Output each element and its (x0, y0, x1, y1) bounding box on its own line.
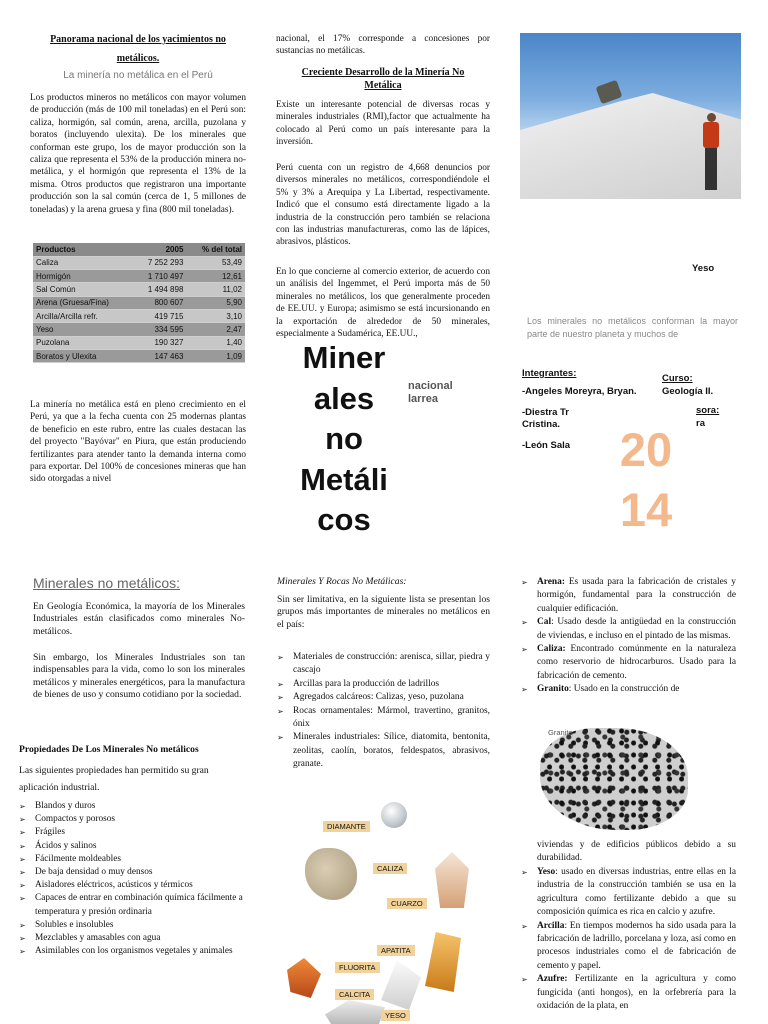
table-row (33, 296, 245, 309)
table-cell: 3,10 (186, 309, 245, 322)
use-item-name: Arena: (537, 577, 565, 587)
col2-para3: En lo que concierne al comercio exterior, de acuerdo con un análisis del Ingemmet, el Perú importa más de 50 minerales no metálicos, los que generalmente proceden de EE.UU. y Europa; asimismo se está incursionando en la exportación de alrededor de 50 minerales, especialmente a Sudamérica, EE.UU., (276, 267, 490, 340)
use-item: ➢ Arena: Es usada para la fabricación de cristales y hormigón, fundamental para la construcción de cualquier edificación. (521, 576, 736, 616)
groups-list (277, 651, 490, 772)
property-item: ➢ Capaces de entrar en combinación química fácilmente a temperatura y presión ordinaria (19, 892, 244, 918)
table-cell: 147 463 (133, 349, 186, 362)
calcita-crystal-icon (381, 960, 421, 1010)
properties-list (19, 800, 244, 958)
property-item: ➢ Compactos y porosos (19, 813, 244, 826)
table-cell: 12,61 (186, 270, 245, 283)
section-title-rocas: Minerales Y Rocas No Metálicas: (277, 576, 407, 587)
col1-para2: La minería no metálica está en pleno crecimiento en el Perú, ya que a la fecha cuenta con 25 modernas plantas de beneficio en este rubro, entre las cuales destacan las del proyecto "Bayóvar" en Piura, que están produciendo fertilizantes para atender tanto la demanda interna como para exportar. Del 100% de concesiones mineras que han sido otorgadas a nivel (30, 400, 246, 485)
member-name: -Diestra Tr (522, 407, 569, 418)
uses-list-continued (521, 866, 736, 1013)
table-cell: 1 494 898 (133, 283, 186, 296)
group-item: ➢ Materiales de construcción: arenisca, sillar, piedra y cascajo (277, 651, 490, 678)
property-item: ➢ Ácidos y salinos (19, 840, 244, 853)
use-item-name: Cal (537, 617, 552, 628)
property-item: ➢ Solubles e insolubles (19, 919, 244, 932)
profesora-name-fragment: ra (696, 418, 705, 429)
table-header-cell: 2005 (133, 243, 186, 256)
member-name: Cristina. (522, 419, 561, 430)
property-item: ➢ Mezclables y amasables con agua (19, 932, 244, 945)
cuarzo-crystal-icon (435, 852, 469, 908)
table-row (33, 283, 245, 296)
col2-para1: Existe un interesante potencial de diversas rocas y minerales industriales (RMI),factor que actualmente ha colocado al Perú como un país interesante para la inversión. (276, 100, 490, 148)
table-cell: 190 327 (133, 336, 186, 349)
table-cell: Boratos y Ulexita (33, 349, 133, 362)
uses-list (521, 576, 736, 697)
property-item: ➢ Frágiles (19, 826, 244, 839)
group-item: ➢ Minerales industriales: Sílice, diatomita, bentonita, zeolitas, caolín, boratos, feldespatos, abrasivos, granate. (277, 731, 490, 771)
caliza-rock-icon (305, 848, 357, 900)
yeso-crystal-icon (325, 1000, 385, 1024)
table-cell: Hormigón (33, 270, 133, 283)
table-cell: 800 607 (133, 296, 186, 309)
profesora-fragment: sora: (696, 405, 720, 416)
table-cell: 2,47 (186, 323, 245, 336)
use-item: ➢ Yeso: usado en diversas industrias, entre ellas en la industria de la construcción también se usa en la agricultura como fertilizante debido a que su composición química es rica en calcio y azufre. (521, 866, 736, 920)
member-name: -Angeles Moreyra, Bryan. (522, 386, 637, 397)
col1-heading-line2: metálicos. (116, 53, 160, 64)
granito-continuation: viviendas y de edificios públicos debido a su durabilidad. (537, 840, 736, 864)
col2-para2: Perú cuenta con un registro de 4,668 denuncios por diversos minerales no metálicos, correspondiéndole el 5% y 3% a Arequipa y La Libertad, respectivamente. Indicó que el consumo está directamente ligado a la industria de la construcción pero también se relaciona con las industrias manufactureras, como las de lápices, abrasivos, plásticos. (276, 163, 490, 248)
property-item: ➢ Blandos y duros (19, 800, 244, 813)
cover-quote: Los minerales no metálicos conforman la mayor parte de nuestro planeta y muchos de (527, 316, 738, 339)
group-item: ➢ Arcillas para la producción de ladrillos (277, 678, 490, 691)
property-item: ➢ Aisladores eléctricos, acústicos y térmicos (19, 879, 244, 892)
cover-title-line: cos (317, 502, 371, 537)
photo-caption: Yeso (692, 263, 715, 274)
table-row (33, 270, 245, 283)
table-header-row (33, 243, 245, 256)
table-row (33, 323, 245, 336)
table-cell: 419 715 (133, 309, 186, 322)
apatita-crystal-icon (425, 932, 461, 992)
table-cell: Arcilla/Arcilla refr. (33, 309, 133, 322)
group-item: ➢ Rocas ornamentales: Mármol, travertino, granitos, ónix (277, 705, 490, 732)
year (606, 420, 686, 540)
table-cell: 334 595 (133, 323, 186, 336)
property-item: ➢ Asimilables con los organismos vegetales y animales (19, 945, 244, 958)
granito-image (540, 728, 688, 830)
cover-title-line: Metáli (300, 461, 388, 497)
bottom2-intro: Sin ser limitativa, en la siguiente lista se presentan los grupos más importantes de minerales no metálicos en el país: (277, 594, 490, 630)
table-cell: 53,49 (186, 256, 245, 269)
table-cell: 5,90 (186, 296, 245, 309)
use-item-name: Arcilla (537, 920, 565, 931)
bottom1-para1: En Geología Económica, la mayoría de los Minerales Industriales están clasificados como minerales No-metálicos. (33, 601, 245, 637)
table-cell: 1,09 (186, 349, 245, 362)
group-item: ➢ Agregados calcáreos: Calizas, yeso, puzolana (277, 691, 490, 704)
col1-para1: Los productos mineros no metálicos con mayor volumen de producción (más de 100 mil toneladas) en el Perú son: caliza, hormigón, sal común, arena, arcilla, puzolana y boratos (incluyendo ulexita). De los minerales que conforman este grupo, los de mayor producción son la caliza que representa el 53% de la producción minera no-metálica, y el hormigón que representa el 13% de la misma. Otros productos que registraron una importante producción son la sal común (cerca de 1, 5 millones de toneladas) y la arena gruesa y fina (800 mil toneladas). (30, 93, 246, 215)
use-item-name: Caliza: (537, 644, 566, 655)
property-item: ➢ Fácilmente moldeables (19, 853, 244, 866)
curso-label: Curso: (662, 373, 693, 384)
integrantes-label: Integrantes: (522, 368, 577, 379)
table-cell: 1 710 497 (133, 270, 186, 283)
use-item-name: Azufre: (537, 974, 568, 985)
member-name: -León Sala (522, 440, 571, 451)
use-item: ➢ Granito: Usado en la construcción de (521, 683, 736, 696)
use-item: ➢ Caliza: Encontrado comúnmente en la naturaleza como reservorio de hidrocarburos. Usado para la fabricación de cemento. (521, 643, 736, 683)
minerals-collage (285, 800, 485, 1024)
university-fragment-line1: nacional (408, 380, 453, 392)
fluorita-crystal-icon (287, 958, 321, 998)
year-line: 14 (619, 483, 673, 536)
label-yeso: YESO (381, 1010, 410, 1021)
label-caliza: CALIZA (373, 863, 407, 874)
year-line: 20 (619, 423, 673, 476)
truck-icon (596, 80, 623, 104)
label-apatita: APATITA (377, 945, 415, 956)
cover-title (284, 338, 404, 541)
table-row (33, 256, 245, 269)
label-calcita: CALCITA (335, 989, 374, 1000)
curso-value: Geología II. (662, 386, 714, 397)
props-heading: Propiedades De Los Minerales No metálicos (19, 744, 199, 755)
table-row (33, 309, 245, 322)
label-diamante: DIAMANTE (323, 821, 370, 832)
table-cell: Arena (Gruesa/Fina) (33, 296, 133, 309)
cover-title-line: no (325, 421, 363, 456)
university-fragment-line2: larrea (408, 393, 438, 405)
granito-label: Granito (548, 728, 573, 737)
table-row (33, 336, 245, 349)
table-cell: Sal Común (33, 283, 133, 296)
col1-heading (30, 33, 246, 65)
use-item: ➢ Arcilla: En tiempos modernos ha sido usada para la fabricación de ladrillo, porcelana y loza, así como en procesos industriales como el de fabricación de cemento y papel. (521, 920, 736, 974)
use-item: ➢ Cal: Usado desde la antigüedad en la construcción de viviendas, e incluso en el pintado de las mismas. (521, 616, 736, 643)
use-item: ➢ Azufre: Fertilizante en la agricultura y como fungicida (anti hongos), en la orfebrería para la oxidación de la plata, en (521, 973, 736, 1013)
table-cell: Yeso (33, 323, 133, 336)
table-header-cell: Productos (33, 243, 133, 256)
table-cell: 1,40 (186, 336, 245, 349)
table-header-cell: % del total (186, 243, 245, 256)
cover-title-line: Miner (302, 340, 386, 375)
university-fragment (408, 380, 453, 406)
table-cell: Puzolana (33, 336, 133, 349)
table-row (33, 349, 245, 362)
label-cuarzo: CUARZO (387, 898, 427, 909)
props-intro: Las siguientes propiedades han permitido su gran aplicación industrial. (19, 765, 209, 793)
bottom1-para2: Sin embargo, los Minerales Industriales son tan indispensables para la vida, como lo son los minerales metálicos y minerales energéticos, para la manufactura de bienes de uso y consumo cotidiano por la sociedad. (33, 652, 245, 701)
col2-heading: Creciente Desarrollo de la Minería No Metálica (301, 67, 465, 91)
use-item-name: Yeso (537, 867, 556, 877)
col2-continuation: nacional, el 17% corresponde a concesiones por sustancias no metálicas. (276, 34, 490, 57)
yeso-photo (520, 33, 741, 199)
worker-figure (703, 113, 719, 193)
table-cell: 11,02 (186, 283, 245, 296)
col1-heading-line1: Panorama nacional de los yacimientos no (50, 34, 226, 45)
cover-title-line: ales (313, 380, 375, 416)
property-item: ➢ De baja densidad o muy densos (19, 866, 244, 879)
table-cell: 7 252 293 (133, 256, 186, 269)
production-table (33, 243, 245, 363)
col1-subtitle: La minería no metálica en el Perú (63, 70, 213, 81)
label-fluorita: FLUORITA (335, 962, 380, 973)
table-cell: Caliza (33, 256, 133, 269)
section-title-minerales: Minerales no metálicos: (33, 575, 181, 591)
use-item-name: Granito (537, 684, 569, 695)
diamond-icon (381, 802, 407, 828)
